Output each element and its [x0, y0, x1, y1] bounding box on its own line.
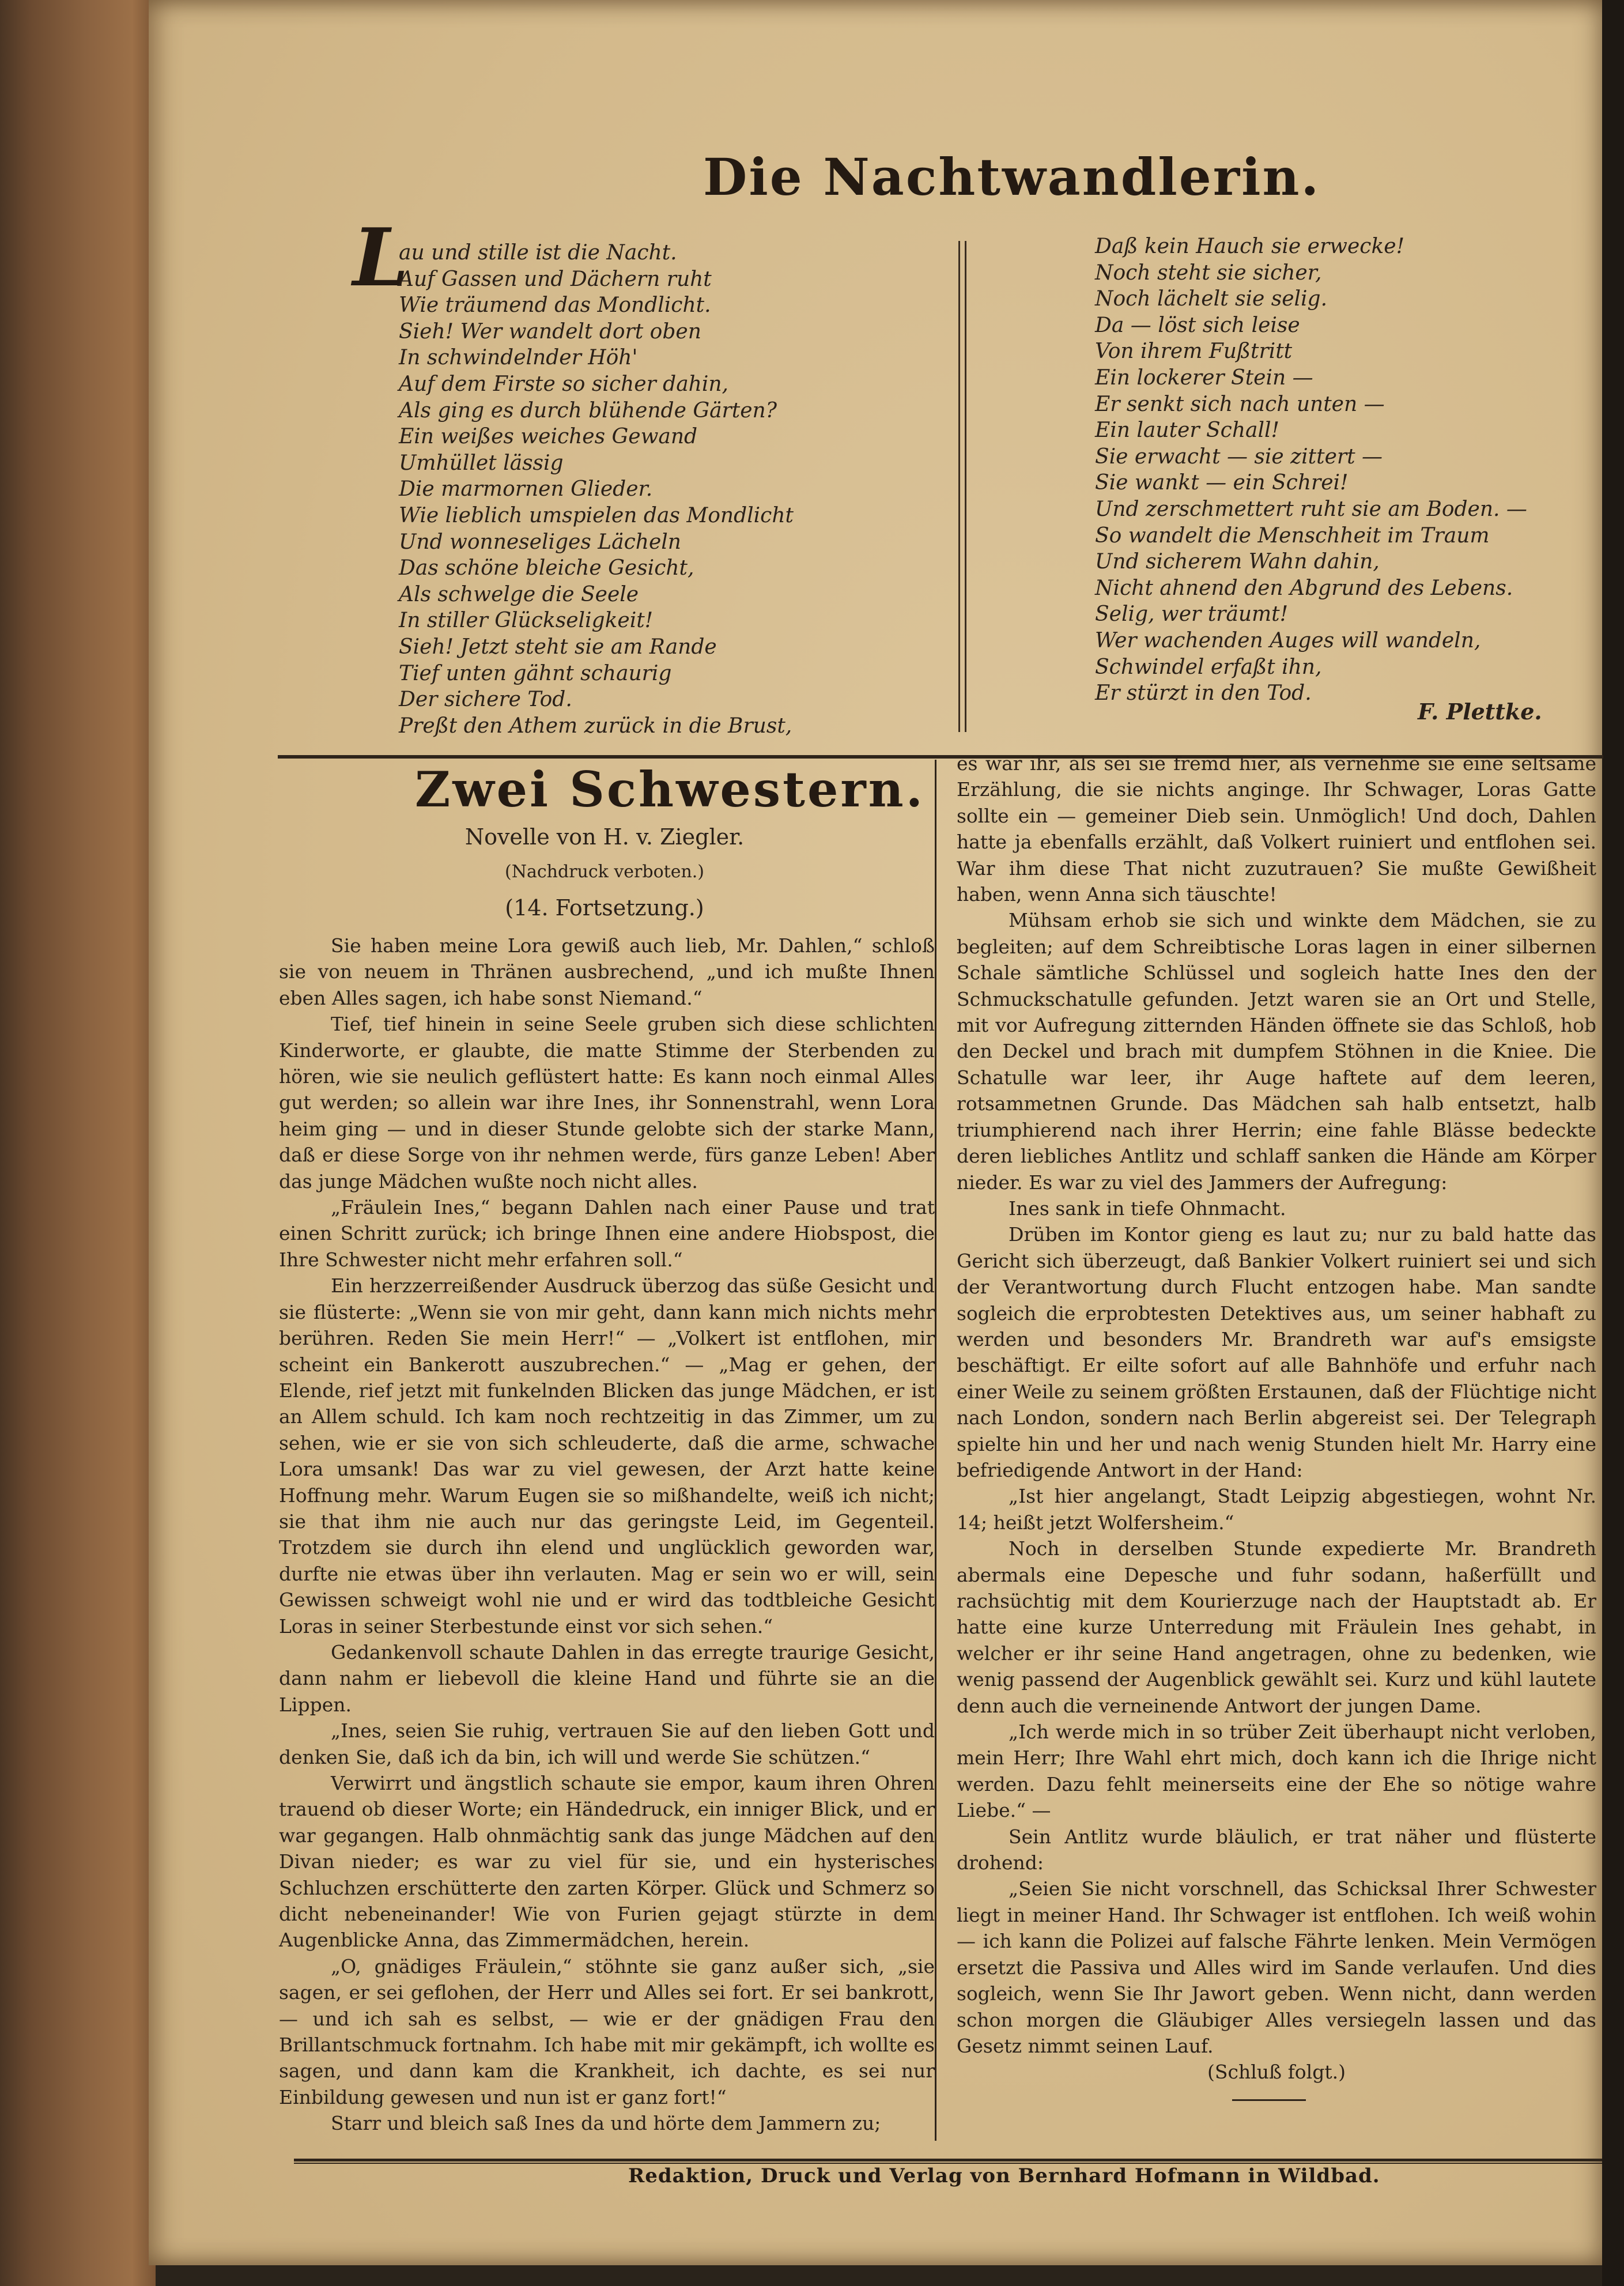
poem-line: Und wonneseliges Lächeln: [399, 530, 681, 554]
story-paragraph: „Seien Sie nicht vorschnell, das Schicksal Ihrer Schwester liegt in meiner Hand. Ihr Schwager ist entflohen. Ich weiß wohin — ich kann die Polizei auf falsche Fährte lenken. Mein Vermögen ersetzt die Passiva und Alles wird im Sande verlaufen. Und dies sogleich, wenn Sie Ihr Jawort geben. Wenn nicht, dann werden schon morgen die Gläubiger Alles versiegeln lassen und das Gesetz nimmt seinen Lauf.: [957, 1877, 1596, 2057]
poem-title: Die Nachtwandlerin.: [703, 147, 1321, 207]
poem-line: Das schöne bleiche Gesicht,: [399, 556, 694, 580]
poem-line: Tief unten gähnt schaurig: [399, 661, 672, 685]
story-paragraph: Sein Antlitz wurde bläulich, er trat näher und flüsterte drohend:: [957, 1825, 1596, 1874]
poem-line: Sie erwacht — sie zittert —: [1095, 444, 1383, 469]
closing-rule: [1232, 2099, 1306, 2101]
story-paragraph: Gedankenvoll schaute Dahlen in das erregte traurige Gesicht, dann nahm er liebevoll die kleine Hand und führte sie an die Lippen.: [279, 1640, 935, 1716]
story-paragraph: Ein herzzerreißender Ausdruck überzog das süße Gesicht und sie flüsterte: „Wenn sie von mir geht, dann kann mich nichts mehr berühren. Reden Sie mein Herr!“ — „Volkert ist entflohen, mir scheint ein Bankerott auszubrechen.“ — „Mag er gehen, der Elende, rief jetzt mit funkelnden Blicken das junge Mädchen, er ist an Allem schuld. Ich kam noch rechtzeitig in das Zimmer, um zu sehen, wie er sie von sich schleuderte, daß die arme, schwache Lora umsank! Das war zu viel gewesen, der Arzt hatte keine Hoffnung mehr. Warum Eugen sie so mißhandelte, weiß ich nicht; sie that ihm nie auch nur das geringste Leid, im Gegenteil. Trotzdem sie durch ihn elend und unglücklich geworden war, durfte nie etwas über ihn verlauten. Mag er sein wo er will, sein Gewissen schweigt wohl nie und er wird das todtbleiche Gesicht Loras in seiner Sterbestunde einst vor sich sehen.“: [279, 1274, 935, 1638]
story-paragraph: „Ines, seien Sie ruhig, vertrauen Sie auf den lieben Gott und denken Sie, daß ich da bin, ich will und werde Sie schützen.“: [279, 1719, 935, 1768]
story-byline: Novelle von H. v. Ziegler.: [464, 824, 745, 850]
page-right-edge: [1602, 0, 1624, 2286]
poem-line: Als schwelge die Seele: [399, 582, 639, 606]
poem-line: Daß kein Hauch sie erwecke!: [1095, 235, 1405, 258]
poem-line: Der sichere Tod.: [399, 688, 572, 712]
poem-line: Auf dem Firste so sicher dahin,: [399, 372, 728, 396]
story-right-column: [957, 750, 1596, 2085]
story-paragraph: es war ihr, als sei sie fremd hier, als vernehme sie eine seltsame Erzählung, die sie nichts anginge. Ihr Schwager, Loras Gatte sollte ein — gemeiner Dieb sein. Unmöglich! Und doch, Dahlen hatte ja ebenfalls erzählt, daß Volkert ruiniert und entflohen sei. War ihm diese That nicht zuzutrauen? Sie mußte Gewißheit haben, wenn Anna sich täuschte!: [957, 752, 1596, 906]
poem-line: Sie wankt — ein Schrei!: [1095, 471, 1349, 495]
story-paragraph: Tief, tief hinein in seine Seele gruben sich diese schlichten Kinderworte, er glaubte, die matte Stimme der Sterbenden zu hören, wie sie neulich geflüstert hatte: Es kann noch einmal Alles gut werden; so allein war ihre Ines, ihr Sonnenstrahl, wenn Lora heim ging — und in dieser Stunde gelobte sich der starke Mann, daß er diese Sorge von ihr nehmen werde, fürs ganze Leben! Aber das junge Mädchen wußte noch nicht alles.: [279, 1013, 935, 1193]
imprint-line: Redaktion, Druck und Verlag von Bernhard Hofmann in Wildbad.: [628, 2164, 1380, 2187]
closing-note: (Schluß folgt.): [1207, 2061, 1346, 2084]
poem-line: Wie träumend das Mondlicht.: [399, 293, 711, 318]
story-paragraph: Drüben im Kontor gieng es laut zu; nur zu bald hatte das Gericht sich überzeugt, daß Bankier Volkert ruiniert sei und sich der Verantwortung durch Flucht entzogen habe. Man sandte sogleich die erprobtesten Detektives aus, um seiner habhaft zu werden und besonders Mr. Brandreth war auf's emsigste beschäftigt. Er eilte sofort auf alle Bahnhöfe und erfuhr nach einer Weile zu seinem größten Erstaunen, daß der Flüchtige nicht nach London, sondern nach Berlin abgereist sei. Der Telegraph spielte hin und her und nach wenig Stunden hielt Mr. Harry eine befriedigende Antwort in der Hand:: [957, 1223, 1596, 1481]
poem-line: Ein lockerer Stein —: [1095, 365, 1313, 390]
continuation-label: (14. Fortsetzung.): [505, 895, 704, 921]
poem-line: Er stürzt in den Tod.: [1095, 681, 1312, 706]
story-paragraph: „Fräulein Ines,“ begann Dahlen nach einer Pause und trat einen Schritt zurück; ich bringe Ihnen eine andere Hiobspost, die Ihre Schwester nicht mehr erfahren soll.“: [279, 1196, 935, 1271]
reprint-note: (Nachdruck verboten.): [504, 862, 705, 882]
poem-line: Und sicherem Wahn dahin,: [1095, 550, 1380, 574]
poem-line: Sieh! Wer wandelt dort oben: [399, 319, 701, 344]
footer-rule-thin: [294, 2163, 1602, 2164]
poem-line: Und zerschmettert ruht sie am Boden. —: [1095, 497, 1527, 521]
poem-line: Ein lauter Schall!: [1095, 418, 1279, 443]
story-paragraph: Starr und bleich saß Ines da und hörte dem Jammern zu;: [331, 2112, 881, 2135]
poem-author: F. Plettke.: [1418, 699, 1542, 725]
poem-line: Noch steht sie sicher,: [1095, 261, 1322, 285]
footer-rule: [294, 2159, 1602, 2161]
poem-line: Er senkt sich nach unten —: [1095, 392, 1385, 416]
poem-line: In stiller Glückseligkeit!: [399, 609, 654, 633]
poem-line: Die marmornen Glieder.: [399, 477, 653, 501]
poem-line: Noch lächelt sie selig.: [1095, 287, 1328, 311]
story-paragraph: Ines sank in tiefe Ohnmacht.: [1009, 1197, 1286, 1220]
poem-line: Preßt den Athem zurück in die Brust,: [399, 714, 792, 738]
poem-column-divider: [958, 241, 966, 732]
poem-line: Wie lieblich umspielen das Mondlicht: [399, 503, 794, 527]
story-paragraph: Noch in derselben Stunde expedierte Mr. Brandreth abermals eine Depesche und fuhr sodann, haßerfüllt und rachsüchtig mit dem Kourierzuge nach der Hauptstadt ab. Er hatte eine kurze Unterredung mit Fräulein Ines gehabt, in welcher er ihr seine Hand angetragen, ohne zu bedenken, wie wenig passend der Augenblick gewählt sei. Kurz und kühl lautete denn auch die verneinende Antwort der jungen Dame.: [957, 1537, 1596, 1717]
poem-line: Schwindel erfaßt ihn,: [1095, 655, 1322, 679]
story-title: Zwei Schwestern.: [415, 761, 925, 818]
poem-line: Als ging es durch blühende Gärten?: [399, 398, 777, 423]
story-paragraph: Sie haben meine Lora gewiß auch lieb, Mr. Dahlen,“ schloß sie von neuem in Thränen ausbrechend, „und ich mußte Ihnen eben Alles sagen, ich habe sonst Niemand.“: [279, 934, 935, 1009]
poem-line: So wandelt die Menschheit im Traum: [1095, 523, 1490, 548]
book-spine-edge: [0, 0, 156, 2286]
poem-line: In schwindelnder Höh': [399, 346, 638, 370]
poem-line: Ein weißes weiches Gewand: [399, 425, 698, 449]
story-left-column: [279, 933, 935, 2137]
poem-left-stanza: [399, 240, 794, 739]
poem-line: Selig, wer träumt!: [1095, 602, 1289, 627]
poem-right-stanza: [1095, 233, 1527, 707]
poem-dropcap: L: [353, 210, 409, 304]
story-paragraph: „Ich werde mich in so trüber Zeit überhaupt nicht verloben, mein Herr; Ihre Wahl ehrt mich, doch kann ich die Ihrige nicht werden. Dazu fehlt meinerseits eine der Ehe so nötige wahre Liebe.“ —: [957, 1721, 1596, 1822]
column-divider: [935, 760, 936, 2141]
poem-line: au und stille ist die Nacht.: [399, 241, 677, 265]
poem-line: Sieh! Jetzt steht sie am Rande: [399, 635, 717, 659]
poem-line: Auf Gassen und Dächern ruht: [399, 267, 712, 291]
poem-line: Da — löst sich leise: [1095, 313, 1300, 337]
poem-line: Umhüllet lässig: [399, 451, 564, 475]
story-paragraph: Verwirrt und ängstlich schaute sie empor, kaum ihren Ohren trauend ob dieser Worte; ein Händedruck, ein inniger Blick, und er war gegangen. Halb ohnmächtig sank das junge Mädchen auf den Divan nieder; es war zu viel für sie, und ein hysterisches Schluchzen erschütterte den zarten Körper. Glück und Schmerz so dicht nebeneinander! Wie von Furien gejagt stürzte in dem Augenblicke Anna, das Zimmermädchen, herein.: [279, 1772, 935, 1952]
story-paragraph: „Ist hier angelangt, Stadt Leipzig abgestiegen, wohnt Nr. 14; heißt jetzt Wolfersheim.“: [957, 1485, 1596, 1534]
poem-line: Nicht ahnend den Abgrund des Lebens.: [1095, 576, 1513, 600]
poem-line: Wer wachenden Auges will wandeln,: [1095, 628, 1481, 652]
story-paragraph: „O, gnädiges Fräulein,“ stöhnte sie ganz außer sich, „sie sagen, er sei geflohen, der Herr und Alles sei fort. Er sei bankrott, — und ich sah es selbst, — wie er der gnädigen Frau den Brillantschmuck fortnahm. Ich habe mit mir gekämpft, ich wollte es sagen, und dann kam die Krankheit, ich dachte, es sei nur Einbildung gewesen und nun ist er ganz fort!“: [279, 1955, 935, 2108]
story-paragraph: Mühsam erhob sie sich und winkte dem Mädchen, sie zu begleiten; auf dem Schreibtische Loras lagen in einer silbernen Schale sämtliche Schlüssel und sogleich hatte Ines den der Schmuckschatulle gefunden. Jetzt waren sie an Ort und Stelle, mit vor Aufregung zitternden Händen öffnete sie das Schloß, hob den Deckel und brach mit dumpfem Stöhnen in die Kniee. Die Schatulle war leer, ihr Auge haftete auf dem leeren, rotsammetnen Grunde. Das Mädchen sah halb entsetzt, halb triumphierend nach ihrer Herrin; eine fahle Blässe bedeckte deren liebliches Antlitz und schlaff sanken die Hände am Körper nieder. Es war zu viel des Jammers der Aufregung:: [957, 909, 1596, 1194]
poem-line: Von ihrem Fußtritt: [1095, 339, 1293, 364]
